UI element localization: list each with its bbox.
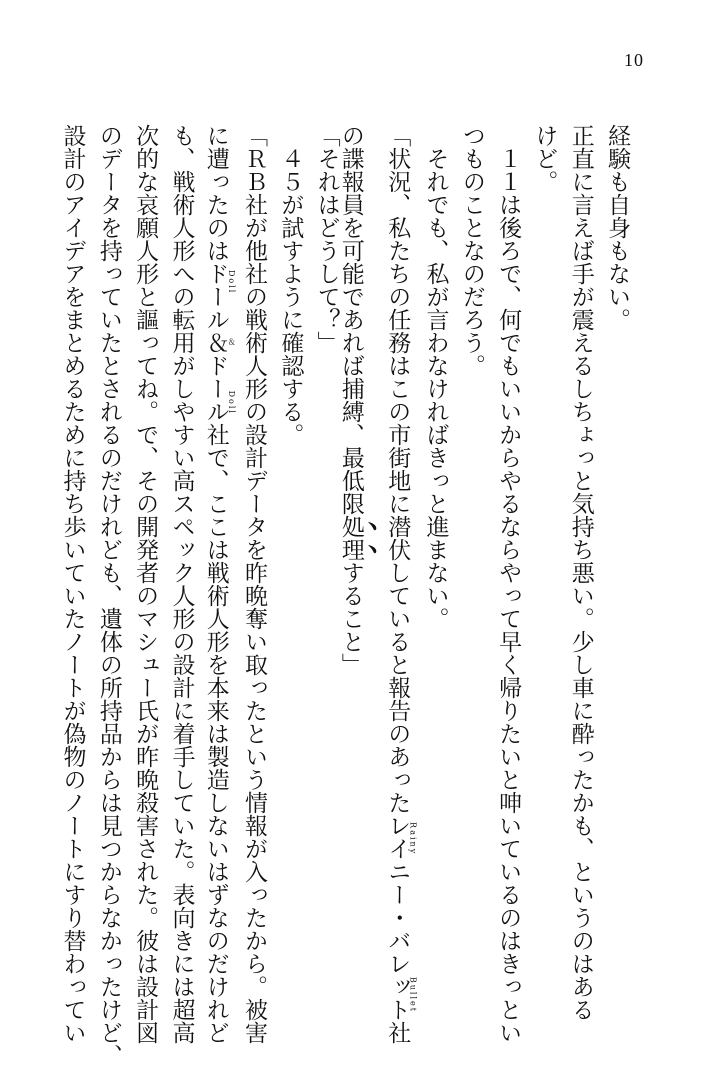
text-line-16: 設計のアイデアをまとめるために持ち歩いていたノートが偽物のノートにすり替わってい [59,124,86,1044]
text-line-6: それでも、私が言わなければきっと進まない。 [422,124,449,630]
text-line-5: つものことなのだろう。 [458,124,485,377]
text-line-7 [381,124,418,1044]
ruby-doll-doll: ドール＆ドールDoll＆Doll [202,262,237,423]
text-line-4: １１は後ろで、何でもいいからやるならやって早く帰りたいと呻いているのはきっとい [495,124,522,1044]
text-line-3: けど。 [531,124,558,193]
text-line-12: に遭ったのはドール＆ドールDoll＆Doll社で、ここは戦術人形を本来は製造しないはずなのだけれど [202,124,237,1044]
body-text [54,124,635,1067]
text-line-1: 経験も自身もない。 [604,124,630,331]
page-number: 10 [624,50,644,70]
text-line-13: も、戦術人形への転用がしやすい高スペック人形の設計に着手していた。表向きには超高 [168,124,195,1044]
text-line-8: の諜報員を可能であれば捕縛、最低限処理すること」 [337,124,364,676]
text-line-11: 「ＲＢ社が他社の戦術人形の設計データを昨晩奪い取ったという情報が入ったから。被害 [241,124,268,1044]
text-line-9: 「それはどうして？」 [313,124,340,354]
text-line-7-a: 「状況、私たちの任務はこの市街地に潜伏していると報告のあった [384,124,411,814]
text-line-10: ４５が試すように確認する。 [277,124,304,446]
emphasis-shori: 処理 [337,515,364,561]
text-line-14: 次的な哀願人形と謳ってね。で、その開発者のマシュー氏が昨晩殺害された。彼は設計図 [132,124,159,1044]
text-line-15: のデータを持っていたとされるのだけれども、遺体の所持品からは見つからなかったけど、 [95,124,122,1067]
text-line-7-b: 社 [384,1021,411,1044]
text-line-2: 正直に言えば手が震えるしちょっと気持ち悪い。少し車に酔ったかも、というのはある [567,124,594,1021]
ruby-rainy-bullet: レイニー・バレットRainy Bullet [384,814,418,1021]
